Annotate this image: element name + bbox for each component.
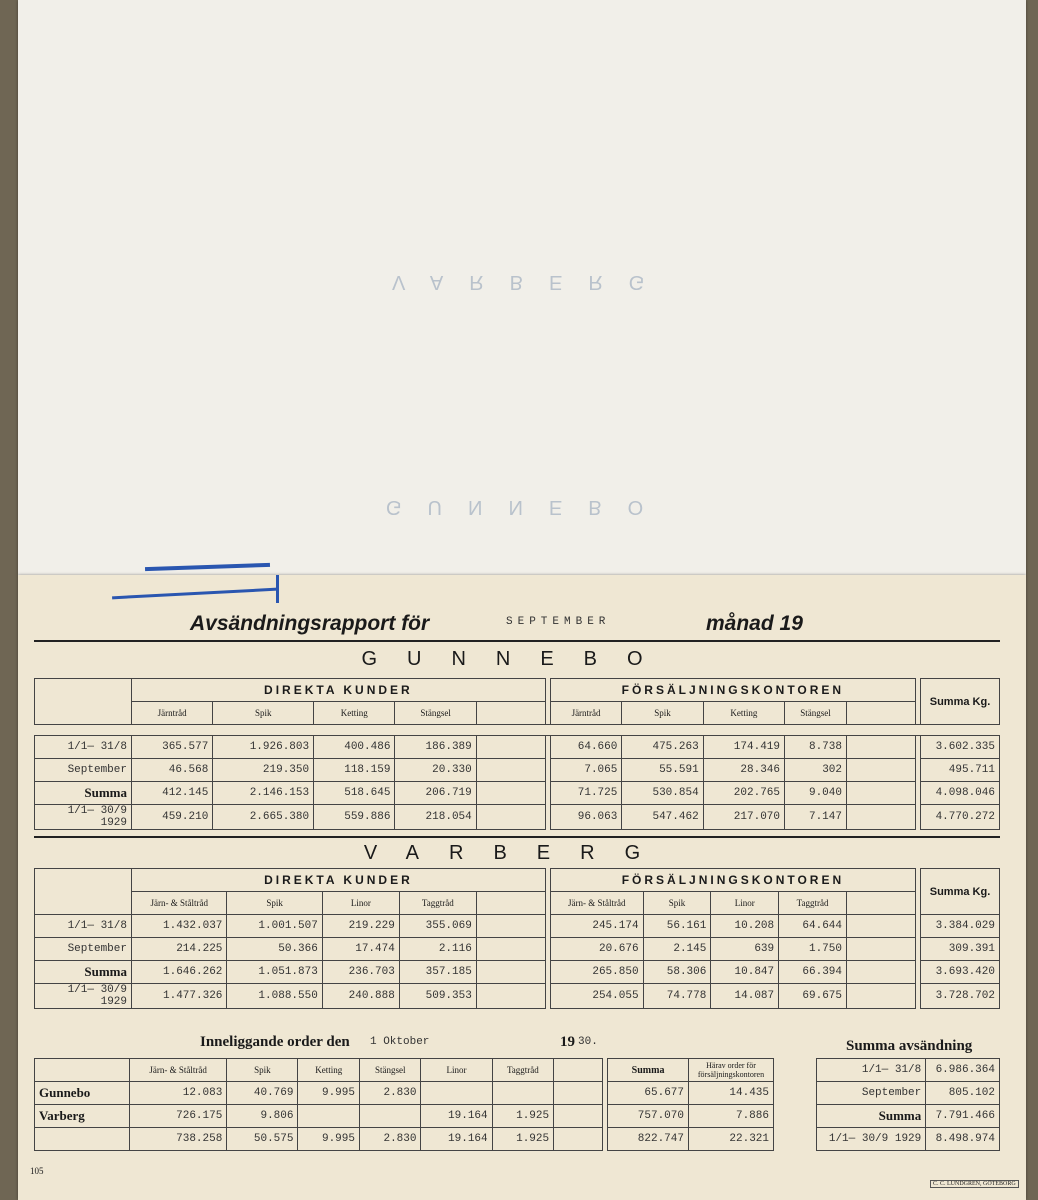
table-row bbox=[35, 1082, 774, 1105]
column-header: Ketting bbox=[298, 1059, 360, 1082]
cell: 20.330 bbox=[395, 759, 476, 782]
cell: 459.210 bbox=[132, 805, 213, 830]
orders-year-prefix: 19 bbox=[560, 1034, 575, 1050]
cell: 186.389 bbox=[395, 736, 476, 759]
total-cell: 3.384.029 bbox=[921, 915, 1000, 938]
group-header-offices: FÖRSÄLJNINGSKONTOREN bbox=[550, 869, 915, 892]
cell: 9.040 bbox=[785, 782, 847, 805]
cell: 50.366 bbox=[227, 938, 322, 961]
cell: 2.830 bbox=[359, 1082, 421, 1105]
row-label: 1/1— 30/9 1929 bbox=[35, 984, 132, 1009]
cell: 19.164 bbox=[421, 1128, 492, 1151]
cell: 19.164 bbox=[421, 1105, 492, 1128]
row-label: 1/1— 30/9 1929 bbox=[817, 1128, 926, 1151]
orders-table bbox=[34, 1058, 774, 1151]
varberg-table bbox=[34, 868, 1000, 1009]
summary-title: Summa avsändning bbox=[846, 1038, 973, 1054]
cell: 71.725 bbox=[550, 782, 622, 805]
cell: 214.225 bbox=[132, 938, 227, 961]
cell: 22.321 bbox=[689, 1128, 774, 1151]
cell: 174.419 bbox=[703, 736, 784, 759]
column-header: Stängsel bbox=[785, 702, 847, 725]
cell: 412.145 bbox=[132, 782, 213, 805]
cell: 9.806 bbox=[227, 1105, 298, 1128]
cell: 1.646.262 bbox=[132, 961, 227, 984]
report-title-prefix: Avsändningsrapport för bbox=[190, 612, 430, 635]
cell: 10.847 bbox=[711, 961, 779, 984]
column-header: Taggtråd bbox=[492, 1059, 554, 1082]
cell: 1.001.507 bbox=[227, 915, 322, 938]
cell: 219.229 bbox=[322, 915, 399, 938]
column-header: Linor bbox=[711, 892, 779, 915]
cell: 530.854 bbox=[622, 782, 703, 805]
cell: 96.063 bbox=[550, 805, 622, 830]
group-header-direct: DIREKTA KUNDER bbox=[132, 869, 546, 892]
cell: 265.850 bbox=[550, 961, 643, 984]
cell: 1.088.550 bbox=[227, 984, 322, 1009]
cell: 2.116 bbox=[399, 938, 476, 961]
cell: 559.886 bbox=[314, 805, 395, 830]
column-header: Järn- & Ståltråd bbox=[130, 1059, 227, 1082]
cell: 240.888 bbox=[322, 984, 399, 1009]
cell: 805.102 bbox=[926, 1082, 1000, 1105]
cell: 1.477.326 bbox=[132, 984, 227, 1009]
column-header: Järn- & Ståltråd bbox=[132, 892, 227, 915]
cell: 738.258 bbox=[130, 1128, 227, 1151]
column-header: Spik bbox=[227, 892, 322, 915]
table-row bbox=[35, 938, 1000, 961]
row-label: Summa bbox=[35, 782, 132, 805]
label-header bbox=[35, 869, 132, 915]
cell: 355.069 bbox=[399, 915, 476, 938]
cell: 219.350 bbox=[213, 759, 314, 782]
column-header: Järntråd bbox=[132, 702, 213, 725]
column-header: Spik bbox=[227, 1059, 298, 1082]
column-header: Härav order för försäljningskontoren bbox=[689, 1059, 774, 1082]
cell: 639 bbox=[711, 938, 779, 961]
cell: 1.432.037 bbox=[132, 915, 227, 938]
cell: 302 bbox=[785, 759, 847, 782]
cell: 10.208 bbox=[711, 915, 779, 938]
row-label bbox=[35, 1128, 130, 1151]
row-label: 1/1— 31/8 bbox=[817, 1059, 926, 1082]
cell: 7.886 bbox=[689, 1105, 774, 1128]
row-label: Gunnebo bbox=[35, 1082, 130, 1105]
cell: 118.159 bbox=[314, 759, 395, 782]
cell: 518.645 bbox=[314, 782, 395, 805]
column-header: Taggtråd bbox=[399, 892, 476, 915]
cell: 65.677 bbox=[608, 1082, 689, 1105]
cell: 218.054 bbox=[395, 805, 476, 830]
total-cell: 4.098.046 bbox=[921, 782, 1000, 805]
cell: 217.070 bbox=[703, 805, 784, 830]
cell: 64.644 bbox=[779, 915, 847, 938]
cell bbox=[359, 1105, 421, 1128]
column-header: Stängsel bbox=[359, 1059, 421, 1082]
cell: 2.830 bbox=[359, 1128, 421, 1151]
cell: 9.995 bbox=[298, 1082, 360, 1105]
table-row bbox=[35, 984, 1000, 1009]
cell: 509.353 bbox=[399, 984, 476, 1009]
total-cell: 309.391 bbox=[921, 938, 1000, 961]
cell: 475.263 bbox=[622, 736, 703, 759]
table-row bbox=[35, 805, 1000, 830]
section-title-gunnebo: GUNNEBO bbox=[361, 648, 673, 670]
bleed-through-text-gunnebo: GUNNEBO bbox=[386, 496, 670, 518]
row-label: 1/1— 31/8 bbox=[35, 736, 132, 759]
table-row bbox=[35, 782, 1000, 805]
cell: 2.146.153 bbox=[213, 782, 314, 805]
total-cell: 495.711 bbox=[921, 759, 1000, 782]
total-cell: 3.693.420 bbox=[921, 961, 1000, 984]
gunnebo-table bbox=[34, 678, 1000, 830]
table-row bbox=[35, 736, 1000, 759]
column-header: Ketting bbox=[314, 702, 395, 725]
row-label: 1/1— 30/9 1929 bbox=[35, 805, 132, 830]
section-title-varberg: VARBERG bbox=[363, 842, 671, 864]
column-header: Ketting bbox=[703, 702, 784, 725]
table-row bbox=[817, 1105, 1000, 1128]
column-header: Järn- & Ståltråd bbox=[550, 892, 643, 915]
column-header: Taggtråd bbox=[779, 892, 847, 915]
rule bbox=[34, 836, 1000, 838]
column-header: Spik bbox=[213, 702, 314, 725]
cell: 69.675 bbox=[779, 984, 847, 1009]
column-header: Linor bbox=[421, 1059, 492, 1082]
cell: 20.676 bbox=[550, 938, 643, 961]
cell bbox=[421, 1082, 492, 1105]
cell: 1.925 bbox=[492, 1105, 554, 1128]
cell: 55.591 bbox=[622, 759, 703, 782]
cell: 1.051.873 bbox=[227, 961, 322, 984]
cell: 8.738 bbox=[785, 736, 847, 759]
cell: 400.486 bbox=[314, 736, 395, 759]
row-label: Varberg bbox=[35, 1105, 130, 1128]
cell: 547.462 bbox=[622, 805, 703, 830]
cell: 58.306 bbox=[643, 961, 711, 984]
row-label: Summa bbox=[35, 961, 132, 984]
cell: 8.498.974 bbox=[926, 1128, 1000, 1151]
column-header: Stängsel bbox=[395, 702, 476, 725]
table-row bbox=[35, 915, 1000, 938]
summary-table bbox=[816, 1058, 1000, 1151]
label-header bbox=[35, 679, 132, 725]
cell bbox=[492, 1082, 554, 1105]
cell: 50.575 bbox=[227, 1128, 298, 1151]
cell: 236.703 bbox=[322, 961, 399, 984]
cell: 9.995 bbox=[298, 1128, 360, 1151]
column-header: Summa bbox=[608, 1059, 689, 1082]
rule bbox=[34, 640, 1000, 642]
total-header: Summa Kg. bbox=[921, 679, 1000, 725]
cell: 6.986.364 bbox=[926, 1059, 1000, 1082]
cell: 1.750 bbox=[779, 938, 847, 961]
column-header: Spik bbox=[643, 892, 711, 915]
total-cell: 3.728.702 bbox=[921, 984, 1000, 1009]
table-row bbox=[35, 961, 1000, 984]
row-label: September bbox=[817, 1082, 926, 1105]
cell: 2.665.380 bbox=[213, 805, 314, 830]
total-cell: 4.770.272 bbox=[921, 805, 1000, 830]
cell: 74.778 bbox=[643, 984, 711, 1009]
cell: 726.175 bbox=[130, 1105, 227, 1128]
report-month: SEPTEMBER bbox=[506, 616, 611, 628]
table-row bbox=[817, 1059, 1000, 1082]
cell: 1.926.803 bbox=[213, 736, 314, 759]
cell: 66.394 bbox=[779, 961, 847, 984]
row-label: 1/1— 31/8 bbox=[35, 915, 132, 938]
orders-title: Inneliggande order den bbox=[200, 1034, 350, 1050]
cell: 202.765 bbox=[703, 782, 784, 805]
row-label: September bbox=[35, 759, 132, 782]
cell: 56.161 bbox=[643, 915, 711, 938]
table-row bbox=[35, 1128, 774, 1151]
row-label: Summa bbox=[817, 1105, 926, 1128]
orders-year: 30. bbox=[578, 1036, 598, 1048]
table-row bbox=[35, 759, 1000, 782]
cell: 254.055 bbox=[550, 984, 643, 1009]
cell: 46.568 bbox=[132, 759, 213, 782]
cell: 14.435 bbox=[689, 1082, 774, 1105]
printer-mark: C. C. LUNDGREN, GÖTEBORG bbox=[930, 1180, 1019, 1188]
table-row bbox=[817, 1128, 1000, 1151]
column-header: Järntråd bbox=[550, 702, 622, 725]
cell: 40.769 bbox=[227, 1082, 298, 1105]
group-header-direct: DIREKTA KUNDER bbox=[132, 679, 546, 702]
table-row bbox=[35, 1105, 774, 1128]
cell: 206.719 bbox=[395, 782, 476, 805]
cell: 17.474 bbox=[322, 938, 399, 961]
column-header: Spik bbox=[622, 702, 703, 725]
cell: 64.660 bbox=[550, 736, 622, 759]
bleed-through-text-varberg: VARBERG bbox=[392, 271, 671, 293]
form-number: 105 bbox=[30, 1166, 44, 1176]
cell bbox=[298, 1105, 360, 1128]
cell: 14.087 bbox=[711, 984, 779, 1009]
cell: 1.925 bbox=[492, 1128, 554, 1151]
row-label: September bbox=[35, 938, 132, 961]
table-row bbox=[817, 1082, 1000, 1105]
cell: 7.791.466 bbox=[926, 1105, 1000, 1128]
column-header: Linor bbox=[322, 892, 399, 915]
cell: 12.083 bbox=[130, 1082, 227, 1105]
cell: 757.070 bbox=[608, 1105, 689, 1128]
report-title-suffix: månad 19 bbox=[706, 612, 803, 635]
cell: 365.577 bbox=[132, 736, 213, 759]
cell: 7.065 bbox=[550, 759, 622, 782]
orders-date: 1 Oktober bbox=[370, 1036, 430, 1048]
cell: 357.185 bbox=[399, 961, 476, 984]
cell: 822.747 bbox=[608, 1128, 689, 1151]
total-header: Summa Kg. bbox=[921, 869, 1000, 915]
cell: 7.147 bbox=[785, 805, 847, 830]
total-cell: 3.602.335 bbox=[921, 736, 1000, 759]
cell: 245.174 bbox=[550, 915, 643, 938]
cell: 2.145 bbox=[643, 938, 711, 961]
cell: 28.346 bbox=[703, 759, 784, 782]
group-header-offices: FÖRSÄLJNINGSKONTOREN bbox=[550, 679, 915, 702]
